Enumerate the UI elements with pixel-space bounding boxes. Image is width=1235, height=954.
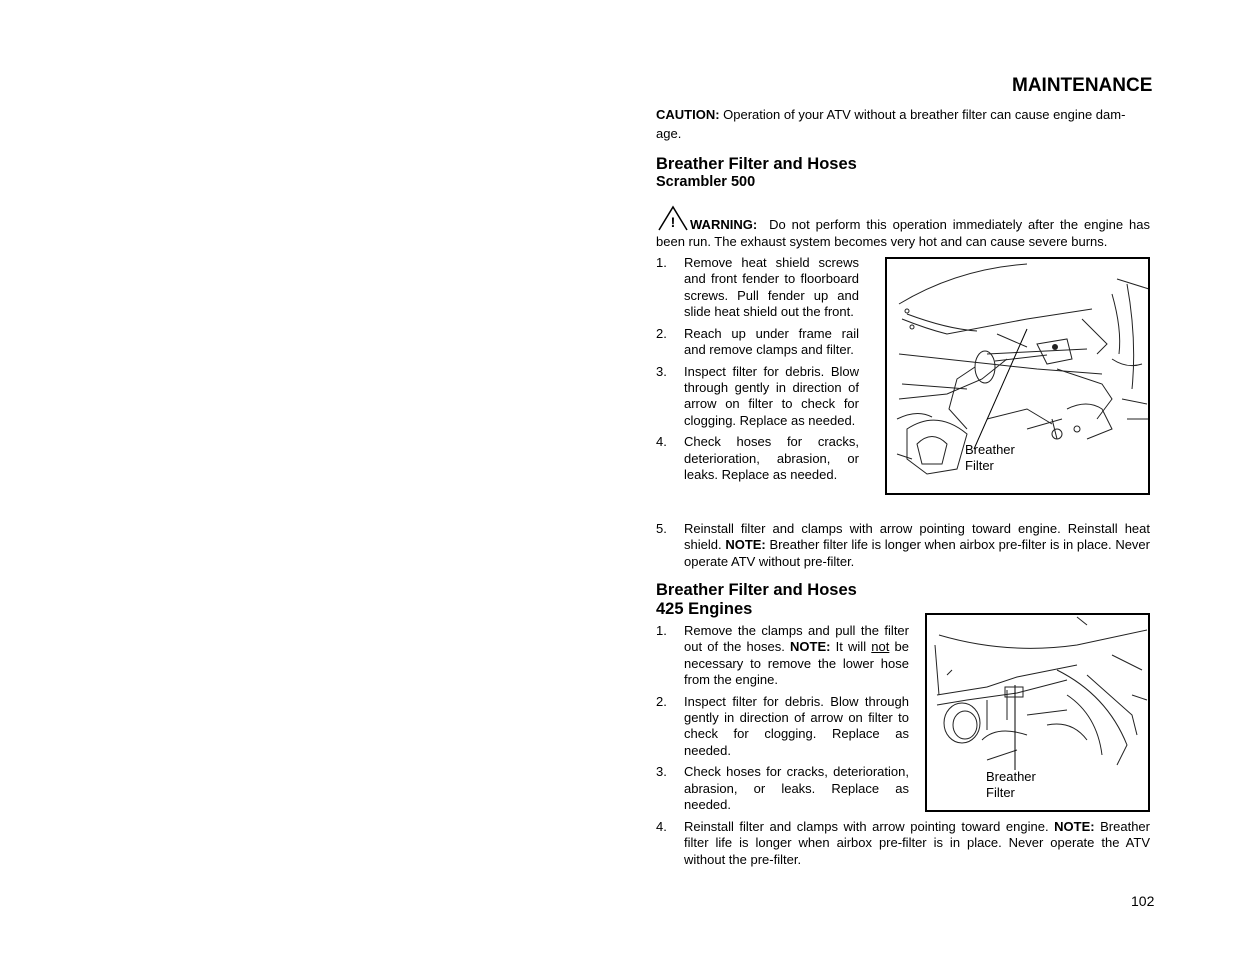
section2-subtitle: 425 Engines xyxy=(656,600,753,618)
section1-title: Breather Filter and Hoses xyxy=(656,155,857,173)
page-number: 102 xyxy=(1131,893,1155,909)
caution-paragraph xyxy=(656,107,1150,142)
list-item: 4. Reinstall filter and clamps with arrow pointing toward engine. NOTE: Breather filter life is longer when airbox pre-filter is in place. Never operate the ATV without the pre-filter. xyxy=(656,819,1150,867)
caution-text-cont: age. xyxy=(656,125,682,141)
engine-illustration xyxy=(927,615,1148,810)
warning-label: WARNING: xyxy=(690,217,758,232)
list-item: 1. Remove the clamps and pull the filter out of the hoses. NOTE: It will not be necessary to remove the lower hose from the engine. xyxy=(656,623,909,687)
section2-step4 xyxy=(656,819,1150,873)
section2-steps xyxy=(656,623,909,819)
warning-paragraph xyxy=(656,217,1150,250)
figure1-label: Breather Filter xyxy=(965,442,1015,473)
figure-425-breather-filter xyxy=(925,613,1150,812)
figure2-label: Breather Filter xyxy=(986,769,1036,800)
list-item: 3. Check hoses for cracks, deterioration, abrasion, or leaks. Replace as needed. xyxy=(656,764,909,812)
list-item: 4. Check hoses for cracks, deterioration, abrasion, or leaks. Replace as needed. xyxy=(656,434,859,483)
list-item: 2. Reach up under frame rail and remove clamps and filter. xyxy=(656,325,859,357)
list-item: 2. Inspect filter for debris. Blow through gently in direction of arrow on filter to check for clogging. Replace as needed. xyxy=(656,693,909,758)
svg-text:!: ! xyxy=(670,214,676,230)
caution-label: CAUTION: xyxy=(656,107,720,122)
section1-step5 xyxy=(656,521,1150,575)
section2-title: Breather Filter and Hoses xyxy=(656,581,857,599)
engine-illustration xyxy=(887,259,1148,493)
warning-text: Do not perform this operation immediately after the engine has been run. The exhaust system becomes very hot and can cause severe burns. xyxy=(656,217,1150,249)
list-item: 1. Remove heat shield screws and front fender to floorboard screws. Pull fender up and slide heat shield out the front. xyxy=(656,255,859,319)
caution-text: Operation of your ATV without a breather filter can cause engine dam- xyxy=(719,107,1126,122)
section1-steps xyxy=(656,255,859,489)
list-item: 5. Reinstall filter and clamps with arrow pointing toward engine. Reinstall heat shield. NOTE: Breather filter life is longer when airbox pre-filter is in place. Never operate ATV without pre-filter. xyxy=(656,521,1150,569)
figure-scrambler-breather-filter xyxy=(885,257,1150,495)
list-item: 3. Inspect filter for debris. Blow through gently in direction of arrow on filter to check for clogging. Replace as needed. xyxy=(656,363,859,428)
page-title: MAINTENANCE xyxy=(1012,75,1153,96)
section1-subtitle: Scrambler 500 xyxy=(656,174,756,190)
